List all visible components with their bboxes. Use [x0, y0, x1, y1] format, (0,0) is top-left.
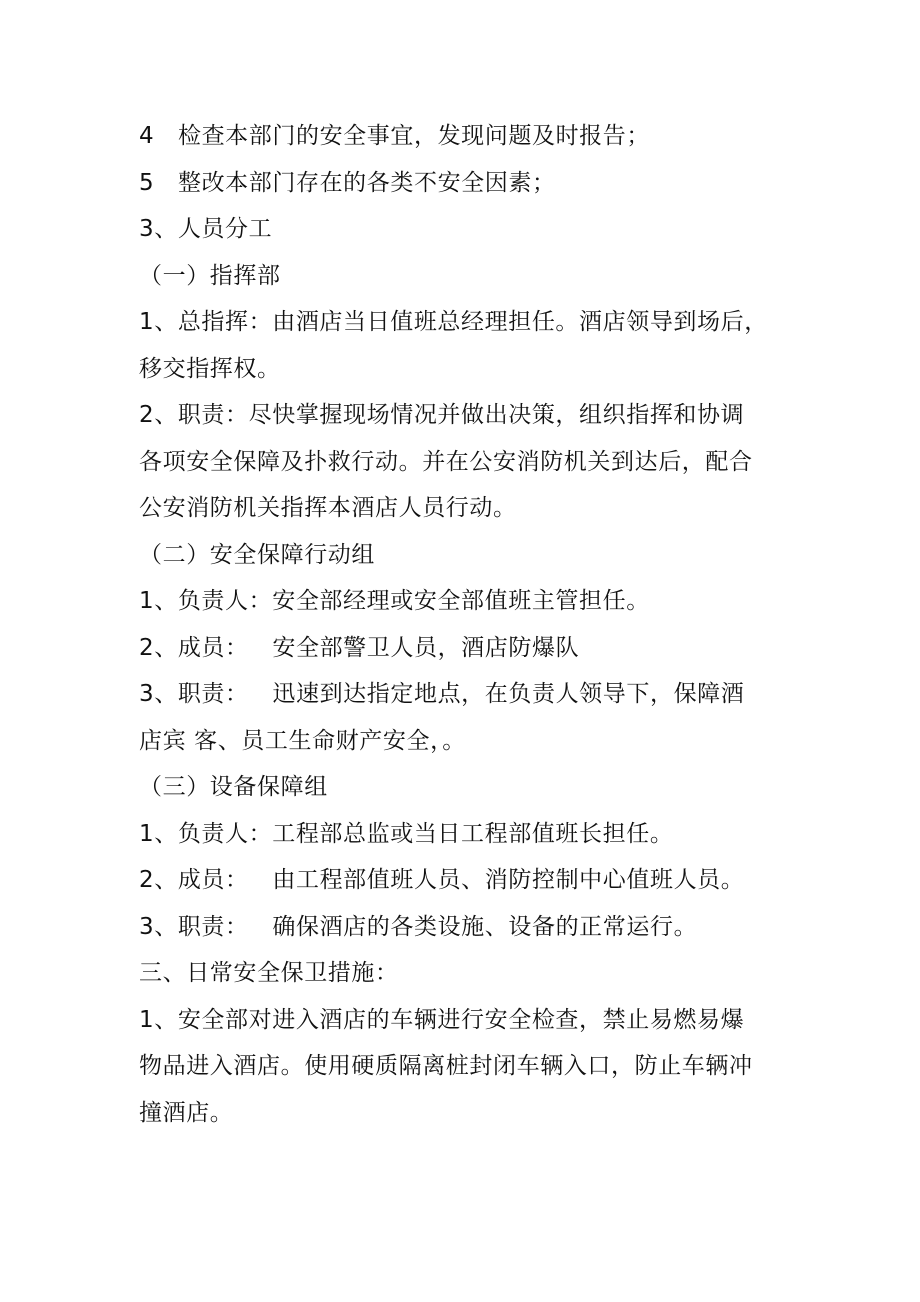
- text-line-security-duty: 3、职责： 迅速到达指定地点，在负责人领导下，保障酒: [139, 681, 745, 707]
- text-line-equipment-lead: 1、负责人：工程部总监或当日工程部值班长担任。: [139, 820, 674, 847]
- subsection-heading-security-team: （二）安全保障行动组: [139, 541, 375, 568]
- text-line-command-duty: 2、职责：尽快掌握现场情况并做出决策，组织指挥和协调: [139, 402, 745, 428]
- document-body: [139, 113, 789, 1136]
- text-line-item-5: 5 整改本部门存在的各类不安全因素；: [139, 169, 556, 196]
- text-line-commander-cont: 移交指挥权。: [139, 355, 281, 382]
- text-line-command-duty-cont1: 各项安全保障及扑救行动。并在公安消防机关到达后，配合: [139, 448, 753, 475]
- text-line-item-4: 4 检查本部门的安全事宜，发现问题及时报告；: [139, 123, 650, 149]
- text-line-security-lead: 1、负责人：安全部经理或安全部值班主管担任。: [139, 588, 650, 614]
- text-line-equipment-members: 2、成员： 由工程部值班人员、消防控制中心值班人员。: [139, 867, 745, 893]
- subsection-heading-command: （一）指挥部: [139, 262, 281, 289]
- text-line-security-duty-cont: 店宾 客、员工生命财产安全，。: [139, 727, 466, 754]
- text-line-equipment-duty: 3、职责： 确保酒店的各类设施、设备的正常运行。: [139, 913, 698, 940]
- subsection-heading-equipment-team: （三）设备保障组: [139, 774, 328, 800]
- section-heading-daily-measures: 三、日常安全保卫措施：: [139, 960, 399, 986]
- text-line-commander: 1、总指挥：由酒店当日值班总经理担任。酒店领导到场后，: [139, 309, 768, 335]
- text-line-security-members: 2、成员： 安全部警卫人员，酒店防爆队: [139, 634, 580, 661]
- text-line-vehicle-check-cont2: 撞酒店。: [139, 1099, 234, 1126]
- text-line-vehicle-check: 1、安全部对进入酒店的车辆进行安全检查，禁止易燃易爆: [139, 1006, 745, 1033]
- text-line-command-duty-cont2: 公安消防机关指挥本酒店人员行动。: [139, 495, 517, 521]
- text-line-vehicle-check-cont1: 物品进入酒店。使用硬质隔离桩封闭车辆入口，防止车辆冲: [139, 1053, 753, 1079]
- section-heading-staffing: 3、人员分工: [139, 216, 273, 242]
